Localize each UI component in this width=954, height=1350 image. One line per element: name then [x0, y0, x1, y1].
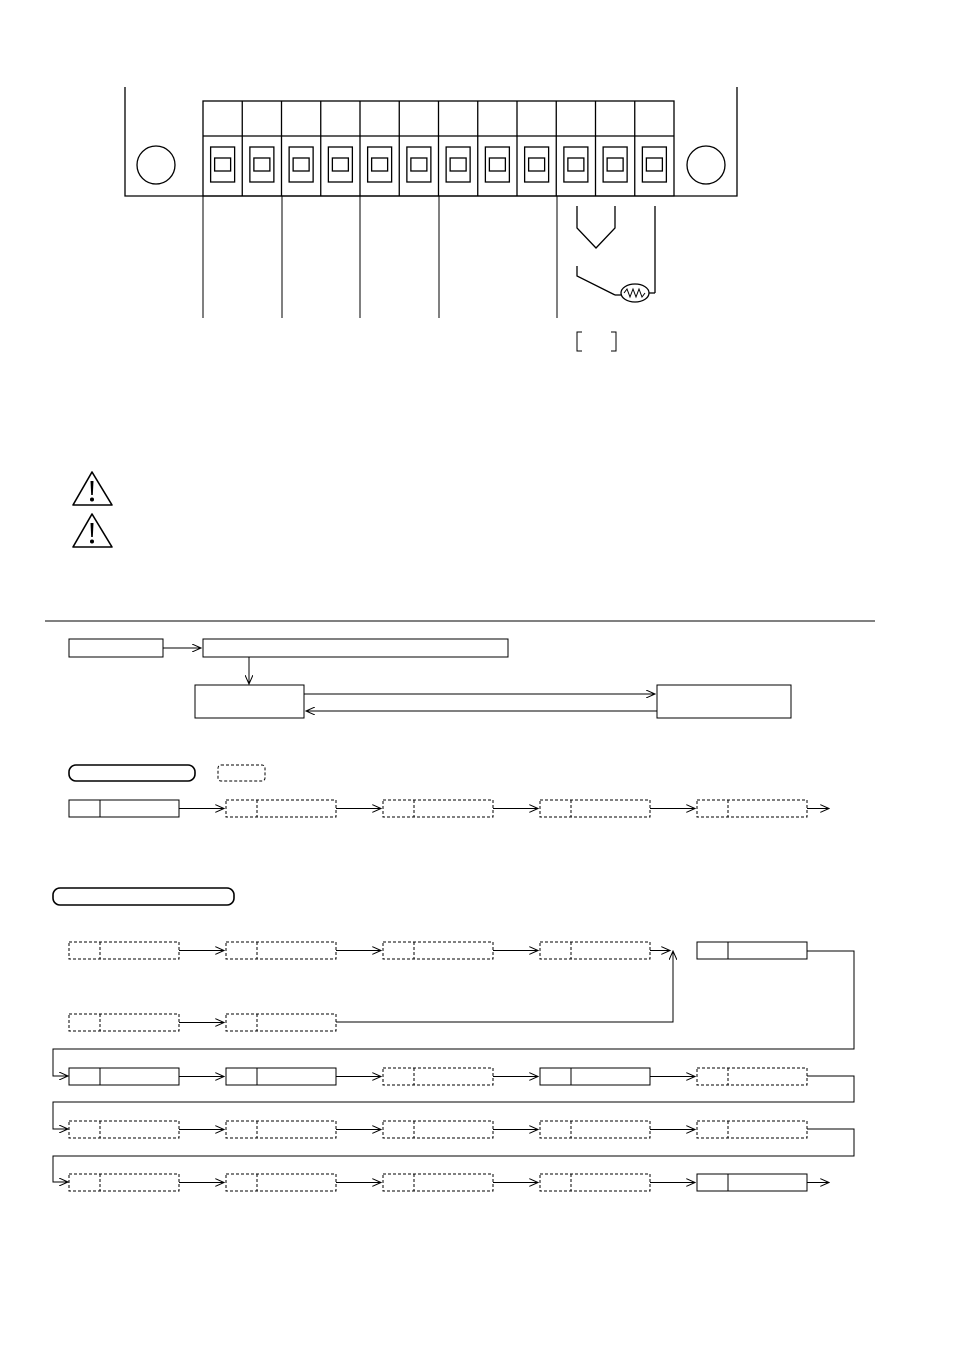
- dashed-legend-box: [218, 765, 265, 781]
- section2-header: [53, 888, 234, 905]
- section2-row1-frame-4: [540, 942, 650, 959]
- section2-row1-frame-2: [226, 942, 336, 959]
- terminal-screw-12: [642, 147, 666, 182]
- terminal-screw-4: [328, 147, 352, 182]
- terminal-screw-11: [603, 147, 627, 182]
- warning-triangle-icon: [73, 514, 112, 547]
- terminal-screw-5: [368, 147, 392, 182]
- flow-box-left: [195, 685, 304, 718]
- section2-row4-frame-4: [540, 1121, 650, 1138]
- row1-to-row3-connector: [53, 951, 854, 1076]
- warning-triangle-icon: [73, 472, 112, 505]
- flow-box-right: [657, 685, 791, 718]
- section2-row3-frame-5: [697, 1068, 807, 1085]
- section2-row4-frame-5: [697, 1121, 807, 1138]
- flow-box-start: [69, 639, 163, 657]
- flow-box-wide: [203, 639, 508, 657]
- terminal-screw-8: [485, 147, 509, 182]
- terminal-screw-2: [250, 147, 274, 182]
- relay-contact-diagram: [577, 206, 655, 351]
- row2-to-row1-connector: [336, 951, 673, 1022]
- section2-row5-frame-3: [383, 1174, 493, 1191]
- terminal-screw-6: [407, 147, 431, 182]
- relay-common-contact: [577, 206, 615, 248]
- section1-frame-4: [540, 800, 650, 817]
- flowchart: [53, 639, 854, 1191]
- section2-row5-frame-1: [69, 1174, 179, 1191]
- section2-row3-frame-1: [69, 1068, 179, 1085]
- row-connectors: [53, 951, 854, 1182]
- section2-row5-frame-5: [697, 1174, 807, 1191]
- section2-row3-frame-4: [540, 1068, 650, 1085]
- terminal-screw-7: [446, 147, 470, 182]
- relay-switch-blade: [577, 266, 615, 295]
- right-mount-hole: [687, 146, 725, 184]
- section1-frame-2: [226, 800, 336, 817]
- section2-row1-frame-5: [697, 942, 807, 959]
- relay-bracket: [577, 332, 582, 351]
- section2-row3-frame-3: [383, 1068, 493, 1085]
- section1-frame-5: [697, 800, 807, 817]
- left-mount-hole: [137, 146, 175, 184]
- terminal-screw-10: [564, 147, 588, 182]
- section2-row1-frame-1: [69, 942, 179, 959]
- section2-row4-frame-2: [226, 1121, 336, 1138]
- section2-row5-frame-2: [226, 1174, 336, 1191]
- warning-list: [73, 472, 112, 547]
- terminal-block: [125, 87, 737, 196]
- resistor-zigzag: [624, 289, 645, 297]
- section2-row2-frame-1: [69, 1014, 179, 1031]
- section1-frame-3: [383, 800, 493, 817]
- section1-frame-1: [69, 800, 179, 817]
- section2-row4-frame-1: [69, 1121, 179, 1138]
- section2-row3-frame-2: [226, 1068, 336, 1085]
- terminal-leads: [203, 196, 557, 318]
- terminal-screw-1: [211, 147, 235, 182]
- section1-header: [69, 765, 195, 781]
- section2-row4-frame-3: [383, 1121, 493, 1138]
- section2-row2-frame-2: [226, 1014, 336, 1031]
- terminal-screw-9: [525, 147, 549, 182]
- section2-row1-frame-3: [383, 942, 493, 959]
- section2-row5-frame-4: [540, 1174, 650, 1191]
- terminal-screw-3: [289, 147, 313, 182]
